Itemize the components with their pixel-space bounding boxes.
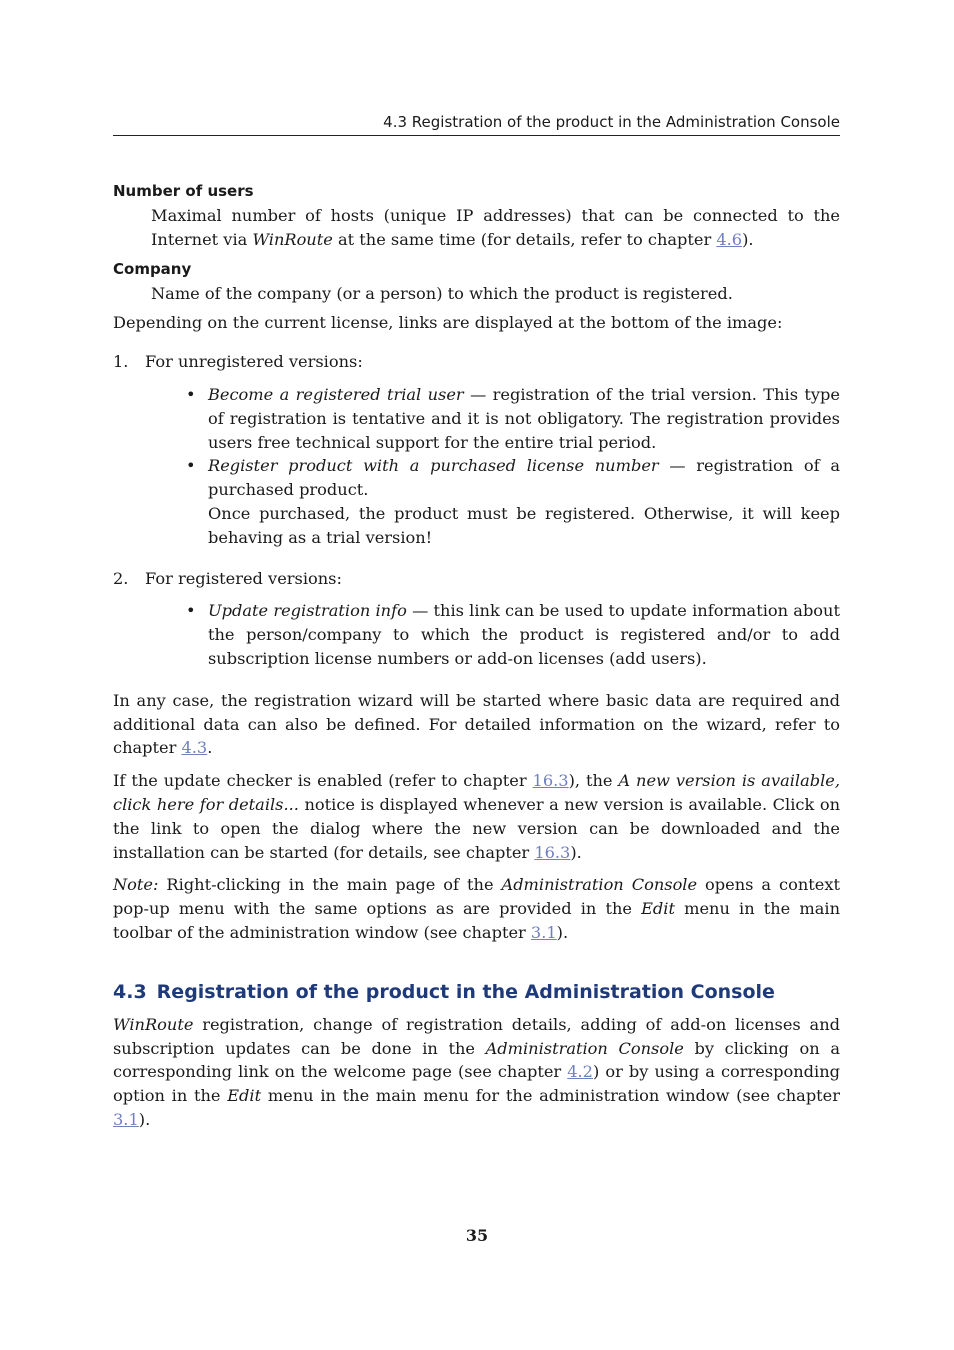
text: ) or by using a corresponding option in the xyxy=(113,1062,840,1106)
section-title: Registration of the product in the Administration Console xyxy=(156,980,775,1003)
text: opens a context pop-up menu with the same options as are provided in the xyxy=(113,875,841,919)
term-number-of-users: Number of users xyxy=(113,182,254,200)
text: ). xyxy=(742,229,754,249)
chapter-link[interactable]: 16.3 xyxy=(532,771,569,791)
list-number: 1. xyxy=(113,352,129,372)
product-name: Administration Console xyxy=(501,875,698,895)
text: ). xyxy=(570,842,582,862)
text: ), the xyxy=(568,771,619,791)
product-name: WinRoute xyxy=(252,229,333,249)
paragraph-update-checker xyxy=(113,769,840,864)
text: registration, change of registration details, adding of add-on licenses and subscription updates can be done in the xyxy=(113,1014,840,1058)
definition-company: Name of the company (or a person) to which the product is registered. xyxy=(151,283,733,303)
text: In any case, the registration wizard will be started where basic data are required and additional data can also be defined. For detailed information on the wizard, refer to chapter xyxy=(113,690,840,758)
text: menu in the main menu for the administration window (see chapter xyxy=(261,1086,840,1106)
paragraph-registration xyxy=(113,1013,840,1132)
chapter-link[interactable]: 3.1 xyxy=(530,922,557,942)
text: Once purchased, the product must be registered. Otherwise, it will keep behaving as a trial version! xyxy=(208,503,840,547)
page-number: 35 xyxy=(465,1226,489,1245)
bullet-icon: • xyxy=(186,456,196,476)
bullet-item xyxy=(186,454,840,549)
link-name: Update registration info xyxy=(208,601,407,621)
text: — registration of a purchased product. xyxy=(208,456,840,500)
text: — registration of the trial version. This type of registration is tentative and it is not obligatory. The registration provides users free technical support for the entire trial period. xyxy=(208,384,840,452)
definition-number-of-users xyxy=(151,204,840,252)
product-name: Administration Console xyxy=(485,1038,684,1058)
text: ). xyxy=(138,1109,151,1129)
text: by clicking on a corresponding link on the welcome page (see chapter xyxy=(113,1038,840,1082)
link-name: Become a registered trial user xyxy=(208,384,464,404)
section-heading xyxy=(113,979,840,1005)
product-name: WinRoute xyxy=(113,1014,194,1034)
section-number: 4.3 xyxy=(113,980,147,1003)
text: at the same time (for details, refer to chapter xyxy=(332,229,717,249)
list-item xyxy=(113,350,840,549)
text: Right-clicking in the main page of the xyxy=(158,875,502,895)
paragraph-wizard xyxy=(113,689,840,760)
chapter-link[interactable]: 4.6 xyxy=(716,229,743,249)
chapter-link[interactable]: 4.2 xyxy=(567,1062,593,1082)
bullet-item xyxy=(186,383,840,454)
list-item xyxy=(113,567,840,671)
menu-name: Edit xyxy=(227,1086,262,1106)
text: ). xyxy=(556,922,569,942)
list-label: For unregistered versions: xyxy=(145,352,363,372)
page-content xyxy=(113,180,840,1141)
bullet-icon: • xyxy=(186,384,196,404)
text: . xyxy=(207,738,213,758)
note-label: Note: xyxy=(113,875,159,895)
text: If the update checker is enabled (refer to chapter xyxy=(113,771,533,791)
text: notice is displayed whenever a new version is available. Click on the link to open the dialog where the new version can be downloaded and the installation can be started (for details, see chapter xyxy=(113,794,840,862)
chapter-link[interactable]: 16.3 xyxy=(534,842,571,862)
paragraph-note xyxy=(113,873,840,944)
notice-text: A new version is available, click here for details... xyxy=(113,771,841,814)
bullet-list xyxy=(145,599,840,670)
term-company: Company xyxy=(113,259,192,278)
bullet-list xyxy=(145,383,840,550)
list-number: 2. xyxy=(113,568,129,588)
menu-name: Edit xyxy=(641,899,675,919)
chapter-link[interactable]: 4.3 xyxy=(181,738,208,758)
text: — this link can be used to update information about the person/company to which the product is registered and/or to add subscription license numbers or add-on licenses (add users). xyxy=(208,601,840,668)
chapter-link[interactable]: 3.1 xyxy=(113,1109,139,1129)
text: Maximal number of hosts (unique IP addresses) that can be connected to the Internet via xyxy=(151,206,840,249)
link-name: Register product with a purchased license number xyxy=(208,456,659,476)
bullet-item xyxy=(186,599,840,670)
intro-paragraph: Depending on the current license, links are displayed at the bottom of the image: xyxy=(113,313,783,333)
bullet-icon: • xyxy=(186,601,196,621)
list-label: For registered versions: xyxy=(145,568,342,588)
text: menu in the main toolbar of the administration window (see chapter xyxy=(113,899,840,942)
running-header: 4.3 Registration of the product in the Administration Console xyxy=(113,112,840,136)
